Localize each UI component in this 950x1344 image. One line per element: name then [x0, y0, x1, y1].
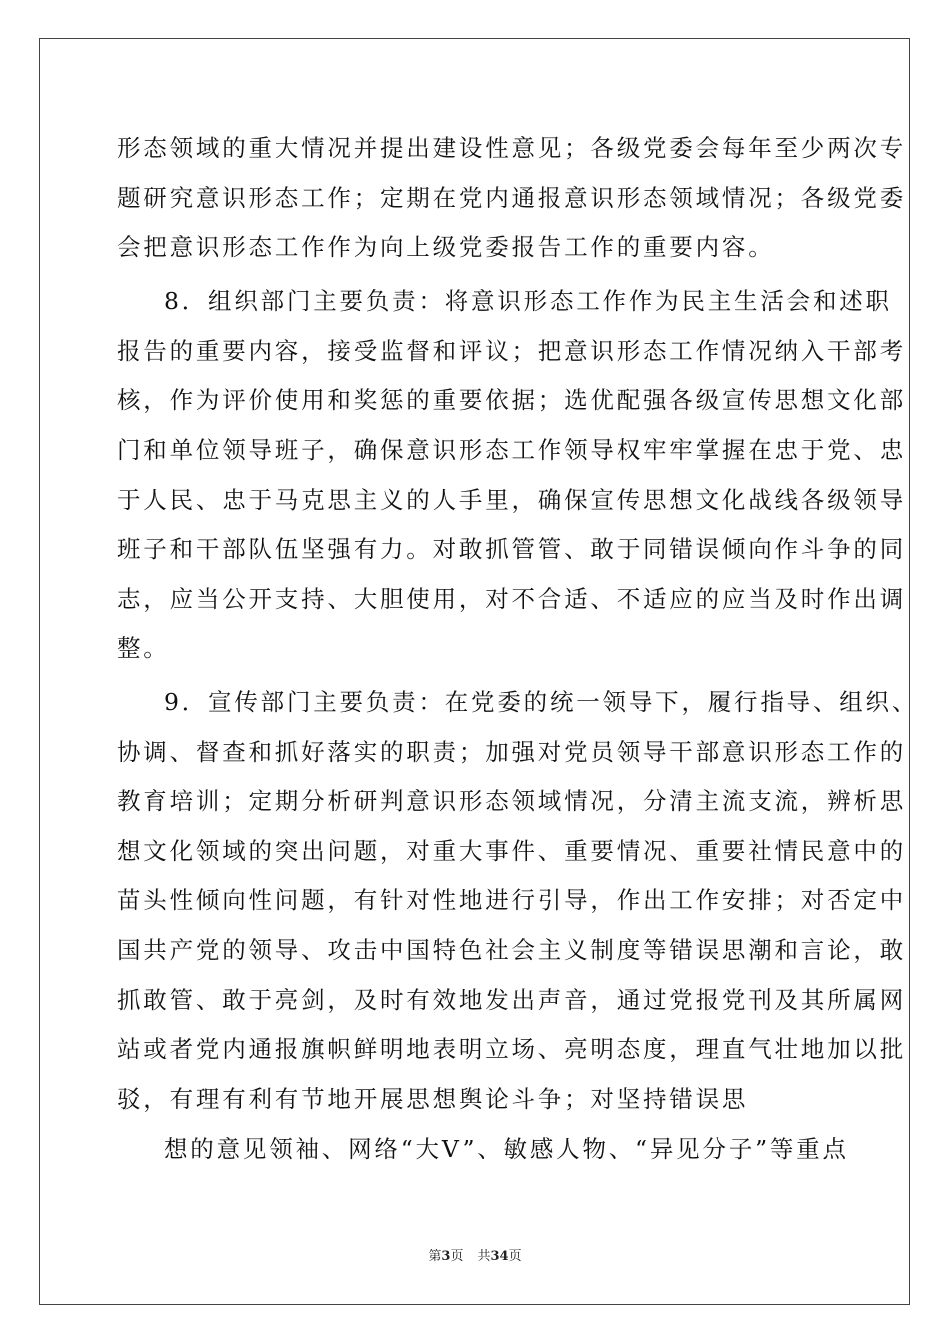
- footer-page-prefix: 第: [428, 1249, 442, 1264]
- footer-total-prefix: 共: [477, 1249, 491, 1264]
- text-line: 协调、督查和抓好落实的职责；加强对党员领导干部意识形态工作的: [117, 738, 906, 766]
- text-line: 整。: [117, 634, 170, 662]
- text-line: 核，作为评价使用和奖惩的重要依据；选优配强各级宣传思想文化部: [117, 386, 906, 414]
- text-line: 班子和干部队伍坚强有力。对敢抓管管、敢于同错误倾向作斗争的同: [117, 535, 906, 563]
- footer-total-suffix: 页: [508, 1249, 522, 1264]
- text-line: 抓敢管、敢于亮剑，及时有效地发出声音，通过党报党刊及其所属网: [117, 986, 906, 1014]
- paragraph-first-line: 8．组织部门主要负责：将意识形态工作作为民主生活会和述职: [164, 287, 892, 315]
- text-line: 会把意识形态工作作为向上级党委报告工作的重要内容。: [117, 233, 775, 261]
- text-line: 驳，有理有利有节地开展思想舆论斗争；对坚持错误思: [117, 1085, 749, 1113]
- text-line: 门和单位领导班子，确保意识形态工作领导权牢牢掌握在忠于党、忠: [117, 436, 906, 464]
- footer-page-suffix: 页: [450, 1249, 464, 1264]
- text-line: 教育培训；定期分析研判意识形态领域情况，分清主流支流，辨析思: [117, 787, 906, 815]
- text-line: 志，应当公开支持、大胆使用，对不合适、不适应的应当及时作出调: [117, 585, 906, 613]
- paragraph-first-line: 9．宣传部门主要负责：在党委的统一领导下，履行指导、组织、: [164, 688, 919, 716]
- text-line: 想文化领域的突出问题，对重大事件、重要情况、重要社情民意中的: [117, 837, 906, 865]
- page-border: [39, 38, 910, 1305]
- text-line: 于人民、忠于马克思主义的人手里，确保宣传思想文化战线各级领导: [117, 486, 906, 514]
- text-line: 苗头性倾向性问题，有针对性地进行引导，作出工作安排；对否定中: [117, 886, 906, 914]
- text-line: 站或者党内通报旗帜鲜明地表明立场、亮明态度，理直气壮地加以批: [117, 1035, 906, 1063]
- footer-total-pages: 34: [490, 1249, 509, 1264]
- text-line: 题研究意识形态工作；定期在党内通报意识形态领域情况；各级党委: [117, 184, 906, 212]
- footer-page-number: 3: [441, 1249, 451, 1264]
- text-line: 形态领域的重大情况并提出建设性意见；各级党委会每年至少两次专: [117, 134, 906, 162]
- paragraph-first-line: 想的意见领袖、网络“大V”、敏感人物、“异见分子”等重点: [164, 1135, 849, 1163]
- page-footer: [0, 1248, 950, 1266]
- text-line: 国共产党的领导、攻击中国特色社会主义制度等错误思潮和言论，敢: [117, 936, 906, 964]
- text-line: 报告的重要内容，接受监督和评议；把意识形态工作情况纳入干部考: [117, 337, 906, 365]
